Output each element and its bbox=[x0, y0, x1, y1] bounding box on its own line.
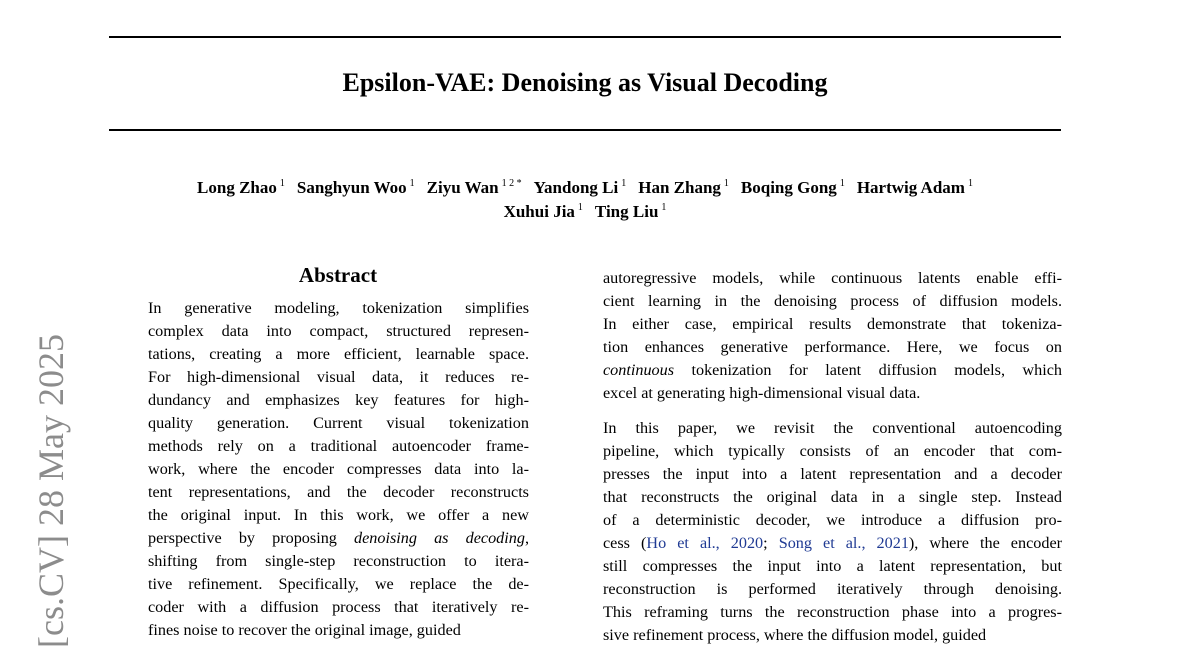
text-line: In generative modeling, tokenization simplifies bbox=[148, 299, 529, 317]
text-line: tent representations, and the decoder reconstructs bbox=[148, 483, 529, 501]
emphasized-text: continuous bbox=[603, 361, 675, 379]
citation-link[interactable]: Song et al., 2021 bbox=[778, 534, 909, 552]
text-line: sive refinement process, where the diffusion model, guided bbox=[603, 626, 987, 644]
author-name: Ting Liu bbox=[594, 202, 659, 221]
author-entry bbox=[595, 197, 666, 223]
abstract-heading: Abstract bbox=[298, 263, 378, 287]
author-affiliation-mark: 1 bbox=[661, 202, 667, 213]
text-line: tion enhances generative performance. Here, we focus on bbox=[603, 338, 1062, 356]
author-name: Hartwig Adam bbox=[856, 178, 965, 197]
text-line: cient learning in the denoising process of diffusion models. bbox=[603, 292, 1062, 310]
text-line: coder with a diffusion process that iteratively re- bbox=[148, 598, 529, 616]
author-name: Xuhui Jia bbox=[503, 202, 575, 221]
author-affiliation-mark: 1 bbox=[621, 178, 627, 189]
author-affiliation-mark: 1 2 * bbox=[501, 178, 522, 189]
author-entry bbox=[638, 173, 729, 199]
text-fragment: ; bbox=[763, 534, 779, 552]
author-entry bbox=[534, 173, 627, 199]
author-affiliation-mark: 1 bbox=[577, 202, 583, 213]
author-name: Han Zhang bbox=[638, 178, 721, 197]
author-entry bbox=[741, 173, 845, 199]
text-fragment: ), where the encoder bbox=[908, 534, 1063, 552]
text-line: shifting from single-step reconstruction to itera- bbox=[148, 552, 529, 570]
author-name: Long Zhao bbox=[197, 178, 277, 197]
title-rule-bottom bbox=[109, 129, 1061, 131]
text-line: In either case, empirical results demonstrate that tokeniza- bbox=[603, 315, 1062, 333]
text-line: tations, creating a more efficient, learnable space. bbox=[148, 345, 529, 363]
text-line: reconstruction is performed iteratively through denoising. bbox=[603, 580, 1062, 598]
paper-title: Epsilon-VAE: Denoising as Visual Decoding bbox=[342, 68, 828, 97]
author-affiliation-mark: 1 bbox=[279, 178, 285, 189]
author-list-line-2 bbox=[0, 197, 1170, 223]
text-line: fines noise to recover the original image, guided bbox=[148, 621, 461, 639]
author-name: Yandong Li bbox=[533, 178, 619, 197]
intro-paragraph-2 bbox=[603, 417, 1062, 647]
arxiv-sidebar-stamp: [cs.CV] 28 May 2025 bbox=[31, 334, 71, 648]
author-affiliation-mark: 1 bbox=[409, 178, 415, 189]
text-line: work, where the encoder compresses data into la- bbox=[148, 460, 529, 478]
text-line: that reconstructs the original data in a single step. Instead bbox=[603, 488, 1062, 506]
author-affiliation-mark: 1 bbox=[723, 178, 729, 189]
author-entry bbox=[197, 173, 285, 199]
author-name: Ziyu Wan bbox=[426, 178, 499, 197]
text-line: methods rely on a traditional autoencoder frame- bbox=[148, 437, 529, 455]
text-fragment: cess ( bbox=[603, 534, 647, 552]
title-rule-top bbox=[109, 36, 1061, 38]
text-fragment: tokenization for latent diffusion models, which bbox=[674, 361, 1062, 379]
text-fragment: perspective by proposing bbox=[148, 529, 355, 547]
text-line: pipeline, which typically consists of an encoder that com- bbox=[603, 442, 1062, 460]
text-fragment: , bbox=[524, 529, 529, 547]
intro-paragraph-1 bbox=[603, 267, 1062, 405]
emphasized-text: denoising as decoding bbox=[354, 529, 525, 547]
text-line: This reframing turns the reconstruction phase into a progres- bbox=[603, 603, 1062, 621]
author-entry bbox=[427, 173, 522, 199]
author-entry bbox=[297, 173, 415, 199]
text-line: still compresses the input into a latent representation, but bbox=[603, 557, 1062, 575]
author-entry bbox=[504, 197, 583, 223]
citation-link[interactable]: Ho et al., 2020 bbox=[646, 534, 764, 552]
text-line: of a deterministic decoder, we introduce a diffusion pro- bbox=[603, 511, 1062, 529]
author-list-line-1 bbox=[0, 173, 1170, 199]
author-entry bbox=[857, 173, 973, 199]
text-line: tive refinement. Specifically, we replace the de- bbox=[148, 575, 529, 593]
text-line: quality generation. Current visual tokenization bbox=[148, 414, 529, 432]
author-name: Sanghyun Woo bbox=[296, 178, 407, 197]
author-name: Boqing Gong bbox=[740, 178, 837, 197]
text-line bbox=[603, 532, 1062, 555]
text-line: presses the input into a latent representation and a decoder bbox=[603, 465, 1062, 483]
text-line: excel at generating high-dimensional visual data. bbox=[603, 384, 921, 402]
author-affiliation-mark: 1 bbox=[839, 178, 845, 189]
text-line: complex data into compact, structured represen- bbox=[148, 322, 529, 340]
abstract-body bbox=[148, 297, 529, 642]
text-line: the original input. In this work, we offer a new bbox=[148, 506, 529, 524]
text-line: In this paper, we revisit the conventional autoencoding bbox=[603, 419, 1062, 437]
text-line: dundancy and emphasizes key features for high- bbox=[148, 391, 529, 409]
text-line bbox=[148, 527, 529, 550]
author-affiliation-mark: 1 bbox=[967, 178, 973, 189]
text-line: For high-dimensional visual data, it reduces re- bbox=[148, 368, 529, 386]
text-line: autoregressive models, while continuous latents enable effi- bbox=[603, 269, 1062, 287]
text-line bbox=[603, 359, 1062, 382]
